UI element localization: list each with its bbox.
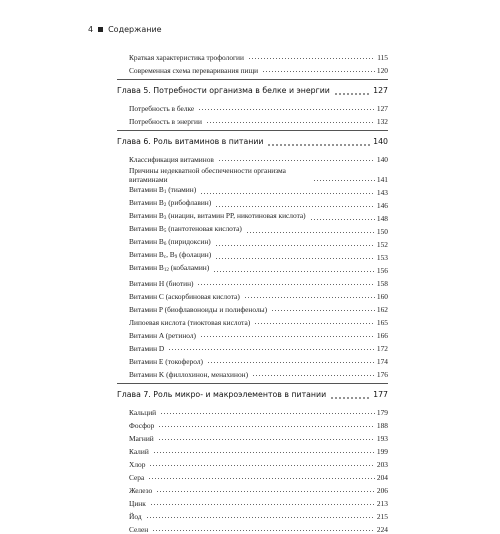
toc-entry-title: Селен (129, 525, 149, 534)
toc-entry[interactable] (129, 100, 388, 113)
toc-entry-title: Потребность в энергии (129, 117, 202, 126)
dot-leader (213, 264, 375, 273)
toc-entry-page: 176 (376, 370, 388, 379)
toc-entry-page: 127 (376, 104, 388, 113)
dot-leader (218, 153, 375, 162)
dot-leader (313, 173, 375, 182)
toc-entry-page: 213 (376, 499, 388, 508)
toc-entry-page: 160 (376, 292, 388, 301)
toc-entry[interactable] (129, 366, 388, 379)
dot-leader (330, 390, 371, 399)
dot-leader (215, 238, 375, 247)
toc-entry-title: Современная схема переваривания пищи (129, 66, 259, 75)
toc-entry-title: Витамин $B_1$ (тиамин) (129, 185, 197, 195)
toc-entry-title: Железо (129, 486, 153, 495)
running-head-title: Содержание (108, 25, 162, 34)
toc-entry-title: Липоевая кислота (тиоктовая кислота) (129, 318, 251, 327)
toc-entry[interactable] (129, 443, 388, 456)
dot-leader (156, 484, 375, 493)
dot-leader (200, 186, 375, 195)
dot-leader (153, 445, 375, 454)
toc-entry-page: 146 (376, 201, 388, 210)
toc-entry[interactable] (129, 197, 388, 210)
dot-leader (271, 303, 375, 312)
dot-leader (215, 251, 375, 260)
toc-entry-page: 188 (376, 421, 388, 430)
toc-entry-title: Витамин P (биофлавоноиды и полифенолы) (129, 305, 268, 314)
toc-entry[interactable] (129, 482, 388, 495)
toc-entry-title: Витамин $B_2$ (рибофлавин) (129, 198, 212, 208)
square-bullet-icon (98, 27, 103, 32)
toc-entry-title: Витамин $B_{12}$ (кобаламин) (129, 263, 210, 273)
dot-leader (334, 86, 371, 95)
toc-entry-title: Витамин K (филлохинон, менахинон) (129, 370, 249, 379)
toc-entry-title: Витамин H (биотин) (129, 279, 194, 288)
dot-leader (150, 497, 375, 506)
dot-leader (168, 342, 375, 351)
dot-leader (252, 368, 375, 377)
toc-entry-page: 153 (376, 253, 388, 262)
toc-entry[interactable] (129, 430, 388, 443)
toc-entry-page: 224 (376, 525, 388, 534)
toc-entry[interactable] (129, 151, 388, 164)
toc-entry[interactable] (129, 262, 388, 275)
dot-leader (262, 64, 375, 73)
toc-entry-page: 204 (376, 473, 388, 482)
toc-entry-page: 141 (376, 175, 388, 184)
toc-entry-title: Калий (129, 447, 149, 456)
toc-entry-page: 166 (376, 331, 388, 340)
chapter-page: 140 (373, 136, 388, 146)
toc-entry-title: Фосфор (129, 421, 155, 430)
chapter-title: Глава 5. Потребности организма в белке и энергии (117, 85, 330, 95)
toc-entry-title: Классификация витаминов (129, 155, 214, 164)
toc-entry-page: 162 (376, 305, 388, 314)
toc-entry-title: Цинк (129, 499, 146, 508)
chapter-heading[interactable] (117, 130, 388, 151)
toc-entry[interactable] (129, 404, 388, 417)
toc-entry-page: 172 (376, 344, 388, 353)
toc-entry-page: 152 (376, 240, 388, 249)
toc-entry-page: 115 (377, 53, 388, 62)
dot-leader (244, 290, 375, 299)
toc-entry[interactable] (129, 288, 388, 301)
dot-leader (248, 51, 375, 60)
table-of-contents (117, 49, 388, 534)
toc-entry-title: Краткая характеристика трофологии (129, 53, 244, 62)
toc-entry-title: Витамин $B_c$, $B_9$ (фолацин) (129, 250, 212, 260)
running-head (88, 25, 162, 34)
dot-leader (158, 419, 375, 428)
toc-entry-page: 179 (376, 408, 388, 417)
toc-entry[interactable] (129, 236, 388, 249)
toc-entry-page: 156 (376, 266, 388, 275)
dot-leader (246, 225, 375, 234)
dot-leader (149, 458, 374, 467)
toc-entry[interactable] (129, 249, 388, 262)
toc-entry-page: 150 (376, 227, 388, 236)
chapter-page: 177 (373, 389, 388, 399)
toc-entry-page: 120 (376, 66, 388, 75)
toc-entry[interactable] (129, 164, 388, 184)
dot-leader (148, 471, 375, 480)
toc-entry-title: Витамин $B_5$ (пантотеновая кислота) (129, 224, 242, 234)
toc-entry-title: Сера (129, 473, 145, 482)
toc-entry[interactable] (129, 495, 388, 508)
toc-entry[interactable] (129, 314, 388, 327)
toc-entry[interactable] (129, 508, 388, 521)
toc-entry[interactable] (129, 62, 388, 75)
toc-entry[interactable] (129, 210, 388, 223)
toc-entry-title: Витамин C (аскорбиновая кислота) (129, 292, 240, 301)
toc-entry[interactable] (129, 184, 388, 197)
dot-leader (206, 115, 375, 124)
toc-entry-title: Витамин A (ретинол) (129, 331, 197, 340)
toc-entry-page: 203 (376, 460, 388, 469)
toc-entry-page: 174 (376, 357, 388, 366)
dot-leader (198, 102, 375, 111)
dot-leader (197, 277, 374, 286)
toc-entry[interactable] (129, 469, 388, 482)
toc-entry-title: Витамин $B_3$ (ниацин, витамин PP, никотиновая кислота) (129, 211, 306, 221)
toc-entry[interactable] (129, 353, 388, 366)
dot-leader (215, 199, 375, 208)
toc-entry-title: Причины недекватной обеспеченности организма витаминами (129, 166, 286, 184)
dot-leader (310, 212, 375, 221)
chapter-title: Глава 6. Роль витаминов в питании (117, 136, 264, 146)
chapter-heading[interactable] (117, 79, 388, 100)
toc-entry[interactable] (129, 521, 388, 534)
toc-entry-title: Потребность в белке (129, 104, 195, 113)
page-number: 4 (88, 25, 94, 34)
toc-entry-title: Йод (129, 512, 142, 521)
toc-entry-title: Витамин E (токоферол) (129, 357, 203, 366)
toc-entry-page: 143 (376, 188, 388, 197)
chapter-page: 127 (373, 85, 388, 95)
dot-leader (158, 432, 375, 441)
toc-entry[interactable] (129, 327, 388, 340)
toc-entry-page: 158 (376, 279, 388, 288)
dot-leader (200, 329, 375, 338)
toc-entry[interactable] (129, 340, 388, 353)
toc-entry-title: Хлор (129, 460, 146, 469)
toc-entry-page: 206 (376, 486, 388, 495)
toc-entry-page: 215 (376, 512, 388, 521)
toc-entry[interactable] (129, 417, 388, 430)
dot-leader (267, 137, 371, 146)
toc-entry[interactable] (129, 49, 388, 62)
dot-leader (146, 510, 375, 519)
toc-entry-title: Магний (129, 434, 154, 443)
toc-entry[interactable] (129, 113, 388, 126)
dot-leader (254, 316, 375, 325)
toc-entry-title: Витамин $B_6$ (пиридоксин) (129, 237, 211, 247)
toc-entry-title: Витамин D (129, 344, 165, 353)
toc-entry[interactable] (129, 456, 388, 469)
toc-entry-page: 132 (376, 117, 388, 126)
toc-entry-page: 193 (376, 434, 388, 443)
toc-entry-title: Кальций (129, 408, 157, 417)
toc-entry-page: 165 (376, 318, 388, 327)
toc-entry[interactable] (129, 275, 388, 288)
dot-leader (160, 406, 375, 415)
toc-entry-page: 140 (376, 155, 388, 164)
toc-entry-page: 148 (376, 214, 388, 223)
toc-entry-page: 199 (376, 447, 388, 456)
chapter-title: Глава 7. Роль микро- и макроэлементов в питании (117, 389, 327, 399)
dot-leader (207, 355, 375, 364)
chapter-heading[interactable] (117, 383, 388, 404)
dot-leader (152, 523, 375, 532)
toc-entry[interactable] (129, 301, 388, 314)
toc-entry[interactable] (129, 223, 388, 236)
